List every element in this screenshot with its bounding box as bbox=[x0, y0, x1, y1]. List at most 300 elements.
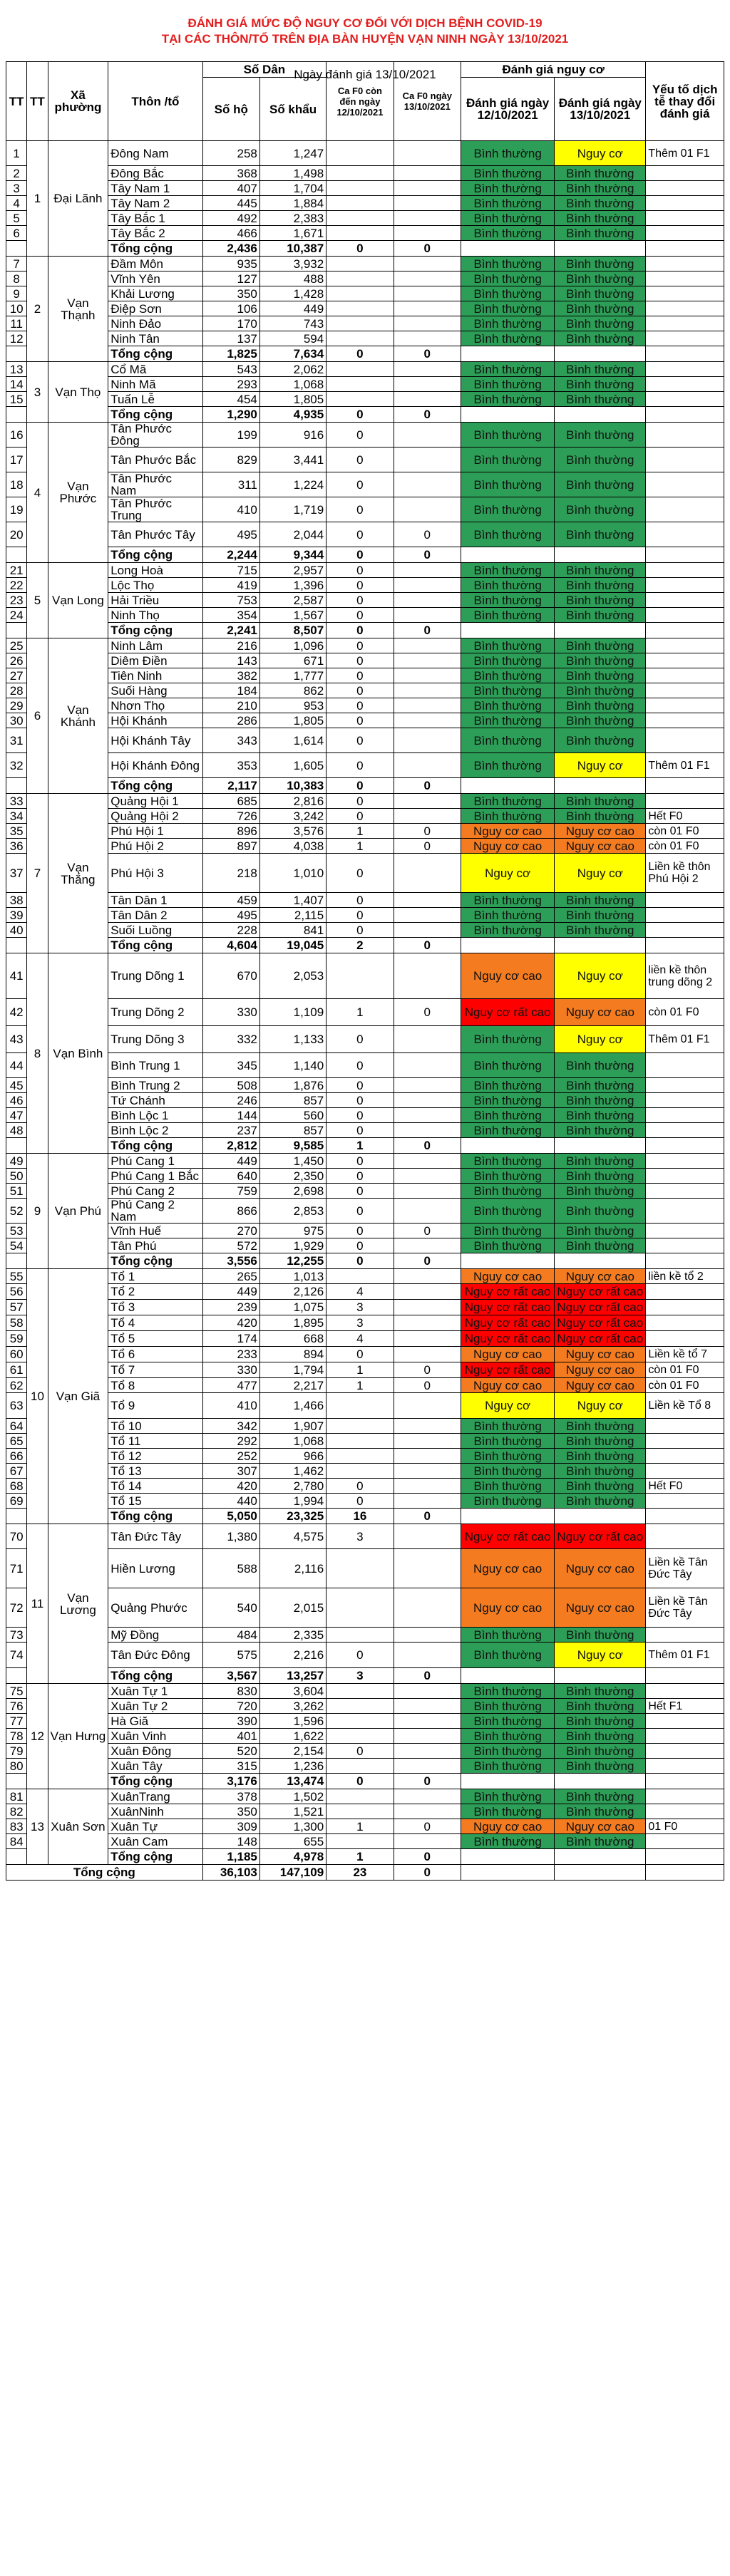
f0-remaining: 0 bbox=[327, 1199, 394, 1224]
people: 966 bbox=[259, 1449, 326, 1464]
table-row bbox=[6, 1026, 724, 1053]
village-name: Vĩnh Huế bbox=[108, 1224, 202, 1238]
risk-level-13: Bình thường bbox=[555, 1744, 646, 1759]
households: 449 bbox=[202, 1154, 259, 1169]
f0-new bbox=[394, 854, 461, 893]
risk-level-12: Nguy cơ cao bbox=[461, 1549, 554, 1588]
f0-new bbox=[394, 286, 461, 301]
people: 2,116 bbox=[259, 1549, 326, 1588]
people: 1,876 bbox=[259, 1078, 326, 1093]
f0-remaining: 4 bbox=[327, 1284, 394, 1300]
f0-new bbox=[394, 668, 461, 683]
risk-level-12: Bình thường bbox=[461, 593, 554, 608]
f0-remaining bbox=[327, 1759, 394, 1774]
village-name: Khải Lương bbox=[108, 286, 202, 301]
f0-remaining: 0 bbox=[327, 854, 394, 893]
risk-level-13: Nguy cơ cao bbox=[555, 1819, 646, 1834]
empty-cell bbox=[461, 1509, 554, 1524]
village-name: Tổ 7 bbox=[108, 1362, 202, 1378]
households: 410 bbox=[202, 1393, 259, 1419]
f0-new: 0 bbox=[394, 1819, 461, 1834]
total-households: 1,290 bbox=[202, 407, 259, 423]
risk-level-12: Bình thường bbox=[461, 196, 554, 211]
total-f0-remaining: 0 bbox=[327, 1774, 394, 1789]
epidemiological-factor: Hết F0 bbox=[646, 809, 724, 824]
total-people: 10,383 bbox=[259, 778, 326, 794]
table-row bbox=[6, 578, 724, 593]
row-number: 32 bbox=[6, 753, 27, 778]
risk-level-13: Nguy cơ bbox=[555, 1026, 646, 1053]
people: 1,521 bbox=[259, 1804, 326, 1819]
households: 897 bbox=[202, 839, 259, 854]
grand-total-label: Tổng cộng bbox=[6, 1865, 203, 1881]
people: 1,300 bbox=[259, 1819, 326, 1834]
f0-new bbox=[394, 1123, 461, 1138]
households: 866 bbox=[202, 1199, 259, 1224]
grand-total-people: 147,109 bbox=[259, 1865, 326, 1881]
row-number: 71 bbox=[6, 1549, 27, 1588]
households: 342 bbox=[202, 1419, 259, 1434]
row-number: 67 bbox=[6, 1464, 27, 1479]
village-name: Tân Phước Bắc bbox=[108, 448, 202, 472]
people: 916 bbox=[259, 423, 326, 448]
epidemiological-factor: còn 01 F0 bbox=[646, 1362, 724, 1378]
risk-level-12: Nguy cơ cao bbox=[461, 1819, 554, 1834]
f0-remaining: 0 bbox=[327, 1238, 394, 1253]
f0-new bbox=[394, 1315, 461, 1331]
households: 829 bbox=[202, 448, 259, 472]
households: 199 bbox=[202, 423, 259, 448]
epidemiological-factor bbox=[646, 497, 724, 522]
risk-level-13: Nguy cơ bbox=[555, 854, 646, 893]
village-name: Hải Triều bbox=[108, 593, 202, 608]
risk-level-12: Bình thường bbox=[461, 1078, 554, 1093]
risk-level-12: Bình thường bbox=[461, 1093, 554, 1108]
households: 445 bbox=[202, 196, 259, 211]
f0-new: 0 bbox=[394, 1224, 461, 1238]
empty-cell bbox=[555, 1509, 646, 1524]
f0-remaining: 1 bbox=[327, 839, 394, 854]
table-row bbox=[6, 638, 724, 653]
village-name: Tổ 15 bbox=[108, 1494, 202, 1509]
col-people: Số khẩu bbox=[259, 78, 326, 141]
row-number: 1 bbox=[6, 141, 27, 166]
risk-level-12: Bình thường bbox=[461, 166, 554, 181]
households: 419 bbox=[202, 578, 259, 593]
epidemiological-factor bbox=[646, 1169, 724, 1184]
f0-new bbox=[394, 809, 461, 824]
total-f0-new: 0 bbox=[394, 623, 461, 638]
f0-new bbox=[394, 713, 461, 728]
row-number: 19 bbox=[6, 497, 27, 522]
row-number: 16 bbox=[6, 423, 27, 448]
total-f0-new: 0 bbox=[394, 346, 461, 362]
row-number: 54 bbox=[6, 1238, 27, 1253]
row-number: 72 bbox=[6, 1588, 27, 1628]
people: 1,096 bbox=[259, 638, 326, 653]
row-number: 57 bbox=[6, 1300, 27, 1315]
row-number: 11 bbox=[6, 316, 27, 331]
risk-level-12: Bình thường bbox=[461, 1759, 554, 1774]
households: 354 bbox=[202, 608, 259, 623]
epidemiological-factor: Thêm 01 F1 bbox=[646, 141, 724, 166]
epidemiological-factor bbox=[646, 1494, 724, 1509]
empty-cell bbox=[555, 547, 646, 563]
col-risk-assessment: Đánh giá nguy cơ bbox=[461, 62, 645, 78]
row-number: 46 bbox=[6, 1093, 27, 1108]
table-row bbox=[6, 257, 724, 271]
table-row bbox=[6, 653, 724, 668]
epidemiological-factor bbox=[646, 392, 724, 407]
households: 753 bbox=[202, 593, 259, 608]
table-row bbox=[6, 316, 724, 331]
row-number: 41 bbox=[6, 953, 27, 999]
f0-remaining: 0 bbox=[327, 753, 394, 778]
households: 228 bbox=[202, 923, 259, 938]
households: 216 bbox=[202, 638, 259, 653]
people: 1,805 bbox=[259, 713, 326, 728]
households: 495 bbox=[202, 908, 259, 923]
f0-new bbox=[394, 698, 461, 713]
risk-level-12: Bình thường bbox=[461, 331, 554, 346]
row-number: 80 bbox=[6, 1759, 27, 1774]
f0-new bbox=[394, 953, 461, 999]
commune-name: Đại Lãnh bbox=[48, 141, 108, 257]
f0-new bbox=[394, 1199, 461, 1224]
f0-remaining: 0 bbox=[327, 698, 394, 713]
people: 1,719 bbox=[259, 497, 326, 522]
row-number: 7 bbox=[6, 257, 27, 271]
table-row bbox=[6, 668, 724, 683]
people: 975 bbox=[259, 1224, 326, 1238]
village-name: Tây Bắc 2 bbox=[108, 226, 202, 241]
f0-remaining bbox=[327, 1789, 394, 1804]
row-number: 21 bbox=[6, 563, 27, 578]
people: 1,622 bbox=[259, 1729, 326, 1744]
total-label: Tổng cộng bbox=[108, 407, 202, 423]
risk-level-13: Bình thường bbox=[555, 1123, 646, 1138]
row-number: 40 bbox=[6, 923, 27, 938]
f0-remaining bbox=[327, 1699, 394, 1714]
row-number: 79 bbox=[6, 1744, 27, 1759]
table-row bbox=[6, 1169, 724, 1184]
table-row bbox=[6, 1834, 724, 1849]
households: 350 bbox=[202, 286, 259, 301]
f0-remaining: 0 bbox=[327, 563, 394, 578]
village-name: Xuân Vinh bbox=[108, 1729, 202, 1744]
row-number: 20 bbox=[6, 522, 27, 547]
f0-new bbox=[394, 1699, 461, 1714]
risk-level-13: Nguy cơ rất cao bbox=[555, 1284, 646, 1300]
total-f0-remaining: 1 bbox=[327, 1138, 394, 1154]
table-row bbox=[6, 608, 724, 623]
table-row bbox=[6, 1549, 724, 1588]
risk-level-13: Bình thường bbox=[555, 423, 646, 448]
empty-cell bbox=[555, 1668, 646, 1684]
people: 1,466 bbox=[259, 1393, 326, 1419]
village-name: Bình Trung 1 bbox=[108, 1053, 202, 1078]
row-number: 37 bbox=[6, 854, 27, 893]
risk-level-12: Nguy cơ rất cao bbox=[461, 999, 554, 1026]
risk-level-13: Bình thường bbox=[555, 377, 646, 392]
risk-level-13: Bình thường bbox=[555, 181, 646, 196]
f0-new bbox=[394, 728, 461, 753]
commune-total-row bbox=[6, 1509, 724, 1524]
f0-new bbox=[394, 1053, 461, 1078]
village-name: Ninh Tân bbox=[108, 331, 202, 346]
row-number: 38 bbox=[6, 893, 27, 908]
table-row bbox=[6, 181, 724, 196]
table-row bbox=[6, 1315, 724, 1331]
risk-level-13: Bình thường bbox=[555, 638, 646, 653]
f0-remaining: 0 bbox=[327, 497, 394, 522]
households: 292 bbox=[202, 1434, 259, 1449]
households: 830 bbox=[202, 1684, 259, 1699]
risk-level-13: Nguy cơ bbox=[555, 1643, 646, 1668]
risk-level-12: Bình thường bbox=[461, 1804, 554, 1819]
risk-level-12: Nguy cơ bbox=[461, 854, 554, 893]
f0-new bbox=[394, 608, 461, 623]
grand-total-f0-remaining: 23 bbox=[327, 1865, 394, 1881]
f0-remaining bbox=[327, 377, 394, 392]
households: 350 bbox=[202, 1804, 259, 1819]
f0-new bbox=[394, 423, 461, 448]
risk-level-12: Nguy cơ rất cao bbox=[461, 1524, 554, 1549]
epidemiological-factor bbox=[646, 1419, 724, 1434]
row-number: 25 bbox=[6, 638, 27, 653]
epidemiological-factor: Liền kề Tân Đức Tây bbox=[646, 1549, 724, 1588]
row-number: 82 bbox=[6, 1804, 27, 1819]
people: 894 bbox=[259, 1347, 326, 1362]
commune-index: 3 bbox=[27, 362, 48, 423]
risk-level-13: Bình thường bbox=[555, 698, 646, 713]
epidemiological-factor bbox=[646, 316, 724, 331]
risk-level-12: Bình thường bbox=[461, 1464, 554, 1479]
village-name: Cổ Mã bbox=[108, 362, 202, 377]
village-name: Tây Bắc 1 bbox=[108, 211, 202, 226]
f0-remaining bbox=[327, 362, 394, 377]
households: 1,380 bbox=[202, 1524, 259, 1549]
village-name: Phú Hội 2 bbox=[108, 839, 202, 854]
households: 575 bbox=[202, 1643, 259, 1668]
total-f0-remaining: 0 bbox=[327, 623, 394, 638]
table-row bbox=[6, 271, 724, 286]
households: 184 bbox=[202, 683, 259, 698]
total-f0-remaining: 0 bbox=[327, 346, 394, 362]
risk-level-13: Bình thường bbox=[555, 1729, 646, 1744]
row-number: 56 bbox=[6, 1284, 27, 1300]
f0-new bbox=[394, 1284, 461, 1300]
empty-cell bbox=[555, 623, 646, 638]
row-number: 51 bbox=[6, 1184, 27, 1199]
risk-level-13: Nguy cơ cao bbox=[555, 839, 646, 854]
risk-level-12: Bình thường bbox=[461, 423, 554, 448]
risk-level-13: Bình thường bbox=[555, 653, 646, 668]
risk-level-13: Bình thường bbox=[555, 1464, 646, 1479]
households: 420 bbox=[202, 1315, 259, 1331]
people: 560 bbox=[259, 1108, 326, 1123]
table-row bbox=[6, 713, 724, 728]
village-name: Hà Giă bbox=[108, 1714, 202, 1729]
risk-level-13: Nguy cơ bbox=[555, 753, 646, 778]
row-number: 8 bbox=[6, 271, 27, 286]
epidemiological-factor bbox=[646, 1284, 724, 1300]
risk-level-13: Bình thường bbox=[555, 1154, 646, 1169]
people: 1,013 bbox=[259, 1269, 326, 1284]
f0-new bbox=[394, 593, 461, 608]
table-row bbox=[6, 593, 724, 608]
village-name: Xuân Cam bbox=[108, 1834, 202, 1849]
f0-remaining: 1 bbox=[327, 1362, 394, 1378]
table-row bbox=[6, 362, 724, 377]
risk-level-13: Bình thường bbox=[555, 392, 646, 407]
commune-index: 12 bbox=[27, 1684, 48, 1789]
total-people: 23,325 bbox=[259, 1509, 326, 1524]
village-name: Xuân Tây bbox=[108, 1759, 202, 1774]
people: 3,932 bbox=[259, 257, 326, 271]
village-name: Tiên Ninh bbox=[108, 668, 202, 683]
table-row bbox=[6, 1759, 724, 1774]
total-f0-new: 0 bbox=[394, 547, 461, 563]
households: 726 bbox=[202, 809, 259, 824]
empty-cell bbox=[555, 346, 646, 362]
table-row bbox=[6, 563, 724, 578]
risk-level-12: Bình thường bbox=[461, 563, 554, 578]
risk-level-13: Nguy cơ cao bbox=[555, 999, 646, 1026]
epidemiological-factor bbox=[646, 211, 724, 226]
people: 1,794 bbox=[259, 1362, 326, 1378]
epidemiological-factor bbox=[646, 1464, 724, 1479]
risk-level-13: Bình thường bbox=[555, 271, 646, 286]
risk-level-13: Bình thường bbox=[555, 809, 646, 824]
village-name: Tân Đức Đông bbox=[108, 1643, 202, 1668]
risk-level-13: Bình thường bbox=[555, 1479, 646, 1494]
village-name: Tổ 9 bbox=[108, 1393, 202, 1419]
table-row bbox=[6, 522, 724, 547]
table-row bbox=[6, 1419, 724, 1434]
village-name: Tân Phú bbox=[108, 1238, 202, 1253]
epidemiological-factor bbox=[646, 1449, 724, 1464]
risk-level-12: Bình thường bbox=[461, 271, 554, 286]
total-households: 2,812 bbox=[202, 1138, 259, 1154]
risk-level-13: Bình thường bbox=[555, 1078, 646, 1093]
epidemiological-factor bbox=[646, 362, 724, 377]
people: 1,895 bbox=[259, 1315, 326, 1331]
people: 2,217 bbox=[259, 1378, 326, 1393]
risk-level-12: Bình thường bbox=[461, 653, 554, 668]
f0-remaining: 3 bbox=[327, 1300, 394, 1315]
total-households: 2,436 bbox=[202, 241, 259, 257]
row-number: 61 bbox=[6, 1362, 27, 1378]
total-f0-new: 0 bbox=[394, 1774, 461, 1789]
risk-level-13: Nguy cơ cao bbox=[555, 1588, 646, 1628]
households: 353 bbox=[202, 753, 259, 778]
risk-level-12: Bình thường bbox=[461, 392, 554, 407]
risk-level-12: Bình thường bbox=[461, 472, 554, 497]
empty-cell bbox=[646, 623, 724, 638]
total-f0-remaining: 0 bbox=[327, 241, 394, 257]
households: 685 bbox=[202, 794, 259, 809]
people: 857 bbox=[259, 1123, 326, 1138]
total-households: 1,185 bbox=[202, 1849, 259, 1865]
f0-remaining: 0 bbox=[327, 1154, 394, 1169]
f0-remaining bbox=[327, 316, 394, 331]
epidemiological-factor bbox=[646, 908, 724, 923]
f0-new bbox=[394, 1684, 461, 1699]
table-row bbox=[6, 1714, 724, 1729]
village-name: Quảng Hội 1 bbox=[108, 794, 202, 809]
empty-cell bbox=[6, 1253, 27, 1269]
households: 508 bbox=[202, 1078, 259, 1093]
risk-level-13: Bình thường bbox=[555, 257, 646, 271]
f0-new bbox=[394, 893, 461, 908]
epidemiological-factor: Liền kề thôn Phú Hội 2 bbox=[646, 854, 724, 893]
risk-level-12: Bình thường bbox=[461, 522, 554, 547]
epidemiological-factor bbox=[646, 1184, 724, 1199]
row-number: 17 bbox=[6, 448, 27, 472]
table-header bbox=[6, 62, 724, 141]
risk-level-13: Bình thường bbox=[555, 166, 646, 181]
epidemiological-factor bbox=[646, 728, 724, 753]
people: 1,010 bbox=[259, 854, 326, 893]
row-number: 76 bbox=[6, 1699, 27, 1714]
f0-new bbox=[394, 1108, 461, 1123]
empty-cell bbox=[646, 241, 724, 257]
risk-level-12: Bình thường bbox=[461, 638, 554, 653]
risk-level-12: Nguy cơ cao bbox=[461, 1588, 554, 1628]
table-row bbox=[6, 1154, 724, 1169]
people: 2,780 bbox=[259, 1479, 326, 1494]
risk-level-12: Bình thường bbox=[461, 301, 554, 316]
epidemiological-factor bbox=[646, 563, 724, 578]
risk-level-13: Bình thường bbox=[555, 362, 646, 377]
f0-remaining bbox=[327, 1464, 394, 1479]
grand-total-row bbox=[6, 1865, 724, 1881]
village-name: Xuân Đông bbox=[108, 1744, 202, 1759]
grand-total-households: 36,103 bbox=[202, 1865, 259, 1881]
f0-new bbox=[394, 1169, 461, 1184]
risk-level-12: Bình thường bbox=[461, 683, 554, 698]
people: 1,450 bbox=[259, 1154, 326, 1169]
people: 1,462 bbox=[259, 1464, 326, 1479]
people: 1,704 bbox=[259, 181, 326, 196]
total-f0-new: 0 bbox=[394, 1668, 461, 1684]
f0-remaining: 0 bbox=[327, 1078, 394, 1093]
risk-level-12: Bình thường bbox=[461, 1154, 554, 1169]
risk-level-13: Bình thường bbox=[555, 593, 646, 608]
row-number: 60 bbox=[6, 1347, 27, 1362]
risk-level-12: Bình thường bbox=[461, 809, 554, 824]
empty-cell bbox=[461, 547, 554, 563]
risk-level-13: Nguy cơ cao bbox=[555, 1269, 646, 1284]
f0-remaining: 1 bbox=[327, 1819, 394, 1834]
people: 1,567 bbox=[259, 608, 326, 623]
total-people: 9,344 bbox=[259, 547, 326, 563]
risk-level-12: Bình thường bbox=[461, 1744, 554, 1759]
empty-cell bbox=[461, 1138, 554, 1154]
people: 1,247 bbox=[259, 141, 326, 166]
table-row bbox=[6, 1378, 724, 1393]
row-number: 55 bbox=[6, 1269, 27, 1284]
risk-level-13: Bình thường bbox=[555, 1093, 646, 1108]
village-name: Tổ 3 bbox=[108, 1300, 202, 1315]
f0-new bbox=[394, 1449, 461, 1464]
row-number: 47 bbox=[6, 1108, 27, 1123]
empty-cell bbox=[6, 1668, 27, 1684]
village-name: Tuấn Lễ bbox=[108, 392, 202, 407]
f0-remaining bbox=[327, 1393, 394, 1419]
risk-level-12: Bình thường bbox=[461, 1199, 554, 1224]
